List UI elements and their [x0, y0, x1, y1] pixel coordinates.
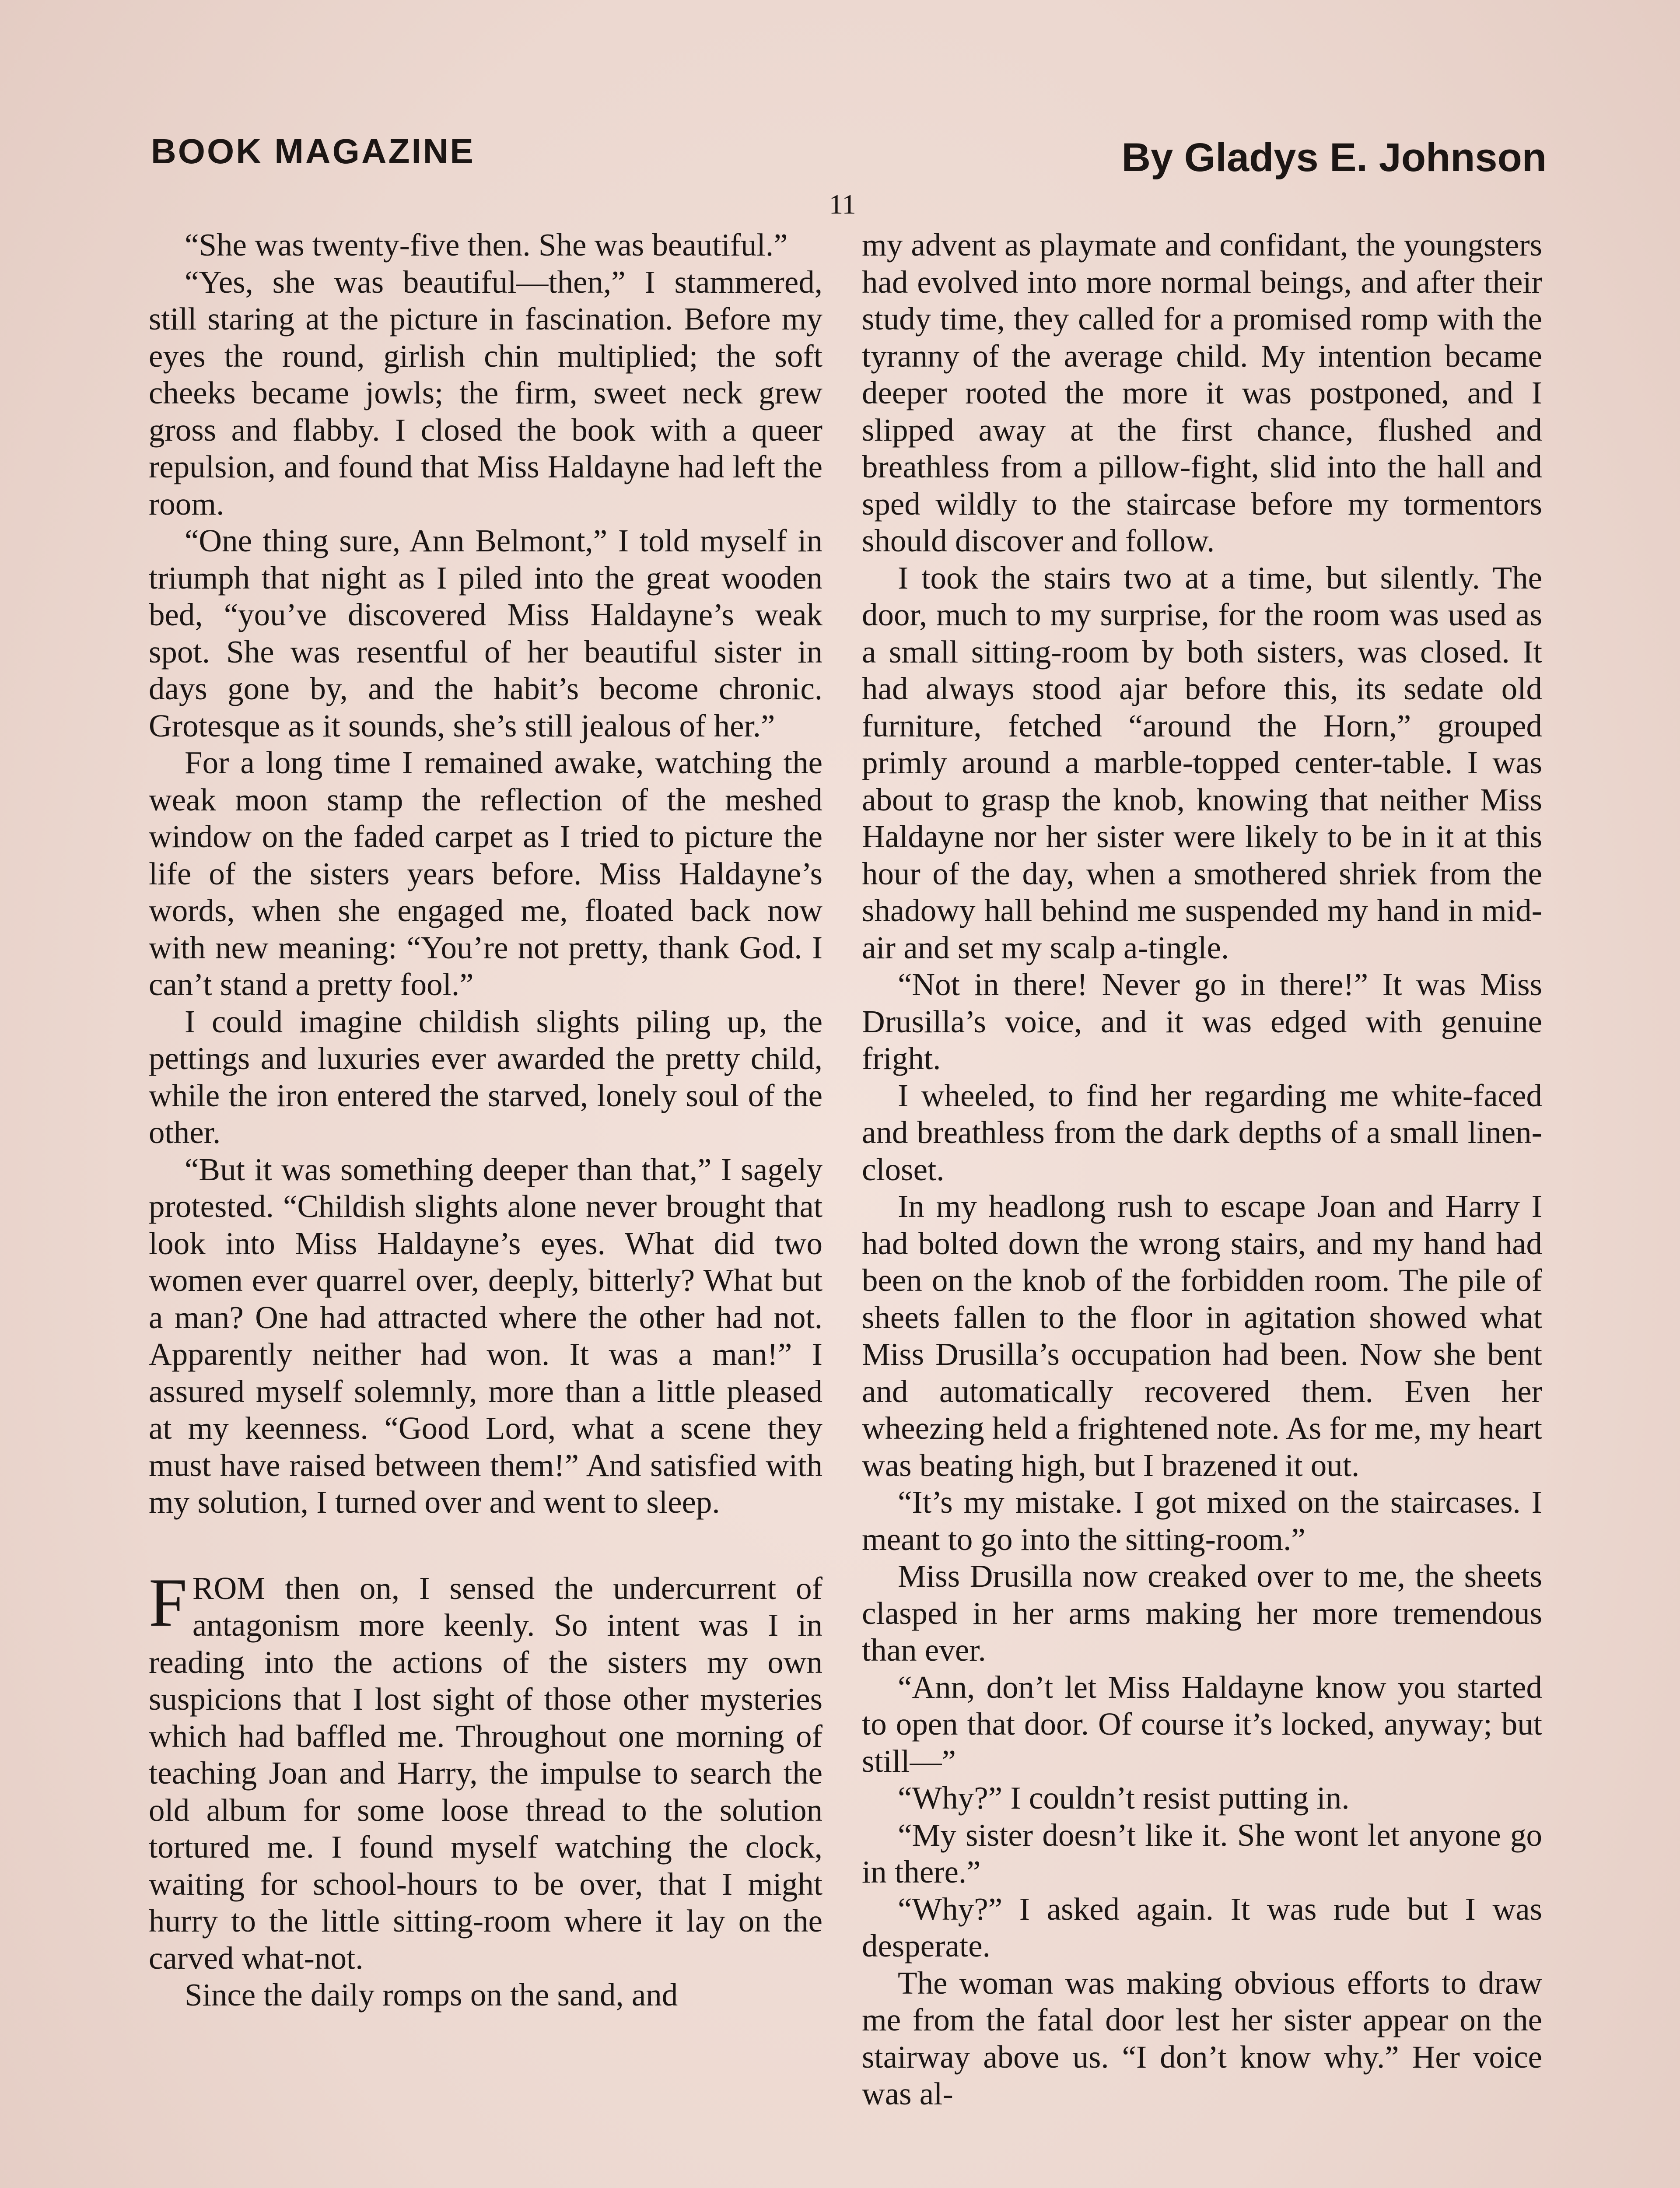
paragraph: “She was twenty-five then. She was beautiful.”	[185, 227, 788, 263]
drop-cap: F	[149, 1564, 187, 1641]
paragraph: “One thing sure, Ann Belmont,” I told myself in triumph that night as I piled into the great wooden bed, “you’ve discovered Miss Haldayne’s weak spot. She was resentful of her beautiful sister in days gone by, and the habit’s become chronic. Grotesque as it sounds, she’s still jealous of her.”	[149, 523, 822, 743]
paragraph: “It’s my mistake. I got mixed on the staircases. I meant to go into the sitting-room.”	[862, 1484, 1542, 1557]
left-column	[149, 227, 822, 2014]
paragraph: “Why?” I asked again. It was rude but I was desperate.	[862, 1891, 1542, 1964]
paragraph: “But it was something deeper than that,” I sagely protested. “Childish slights alone never brought that look into Miss Haldayne’s eyes. What did two women ever quarrel over, deeply, bitterly? What but a man? One had attracted where the other had not. Apparently neither had won. It was a man!” I assured myself solemnly, more than a little pleased at my keenness. “Good Lord, what a scene they must have raised between them!” And satisfied with my solution, I turned over and went to sleep.	[149, 1151, 822, 1520]
right-column	[862, 227, 1542, 2113]
paragraph: In my headlong rush to escape Joan and Harry I had bolted down the wrong stairs, and my hand had been on the knob of the forbidden room. The pile of sheets fallen to the floor in agitation showed what Miss Drusilla’s occupation had been. Now she bent and automatically recovered them. Even her wheezing held a frightened note. As for me, my heart was beating high, but I brazened it out.	[862, 1189, 1542, 1483]
paragraph: “Why?” I couldn’t resist putting in.	[898, 1780, 1350, 1816]
paragraph: For a long time I remained awake, watching the weak moon stamp the reflection of the meshed window on the faded carpet as I tried to picture the life of the sisters years before. Miss Haldayne’s words, when she engaged me, floated back now with new meaning: “You’re not pretty, thank God. I can’t stand a pretty fool.”	[149, 745, 822, 1002]
paragraph: Since the daily romps on the sand, and	[185, 1977, 678, 2013]
paragraph: “Yes, she was beautiful—then,” I stammered, still staring at the picture in fascination. Before my eyes the round, girlish chin multiplied; the soft cheeks became jowls; the firm, sweet neck grew gross and flabby. I closed the book with a queer repulsion, and found that Miss Haldayne had left the room.	[149, 264, 822, 522]
paragraph: Miss Drusilla now creaked over to me, the sheets clasped in her arms making her more tremendous than ever.	[862, 1558, 1542, 1668]
publication-title: BOOK MAGAZINE	[151, 132, 475, 171]
section-first-paragraph	[149, 1564, 822, 1977]
paragraph: The woman was making obvious efforts to draw me from the fatal door lest her sister appear on the stairway above us. “I don’t know why.” Her voice was al-	[862, 1965, 1542, 2111]
paragraph: “Not in there! Never go in there!” It was Miss Drusilla’s voice, and it was edged with genuine fright.	[862, 967, 1542, 1076]
paragraph: I wheeled, to find her regarding me white-faced and breathless from the dark depths of a small linen-closet.	[862, 1077, 1542, 1187]
page-number: 11	[829, 189, 856, 220]
section-text: ROM then on, I sensed the undercurrent of antagonism more keenly. So intent was I in reading into the actions of the sisters my own suspicions that I lost sight of those other mysteries which had baffled me. Throughout one morning of teaching Joan and Harry, the impulse to search the old album for some loose thread to the solution tortured me. I found myself watching the clock, waiting for school-hours to be over, that I might hurry to the little sitting-room where it lay on the carved what-not.	[149, 1570, 822, 1976]
paragraph: “Ann, don’t let Miss Haldayne know you started to open that door. Of course it’s locked, anyway; but still—”	[862, 1669, 1542, 1779]
paragraph: “My sister doesn’t like it. She wont let anyone go in there.”	[862, 1817, 1542, 1890]
paragraph: I could imagine childish slights piling up, the pettings and luxuries ever awarded the pretty child, while the iron entered the starved, lonely soul of the other.	[149, 1003, 822, 1150]
author-byline: By Gladys E. Johnson	[1121, 135, 1547, 180]
continued-paragraph: my advent as playmate and confidant, the youngsters had evolved into more normal beings, and after their study time, they called for a promised romp with the tyranny of the average child. My intention became deeper rooted the more it was postponed, and I slipped away at the first chance, flushed and breathless from a pillow-fight, slid into the hall and sped wildly to the staircase before my tormentors should discover and follow.	[862, 227, 1542, 558]
paragraph: I took the stairs two at a time, but silently. The door, much to my surprise, for the room was used as a small sitting-room by both sisters, was closed. It had always stood ajar before this, its sedate old furniture, fetched “around the Horn,” grouped primly around a marble-topped center-table. I was about to grasp the knob, knowing that neither Miss Haldayne nor her sister were likely to be in it at this hour of the day, when a smothered shriek from the shadowy hall behind me suspended my hand in mid-air and set my scalp a-tingle.	[862, 560, 1542, 965]
